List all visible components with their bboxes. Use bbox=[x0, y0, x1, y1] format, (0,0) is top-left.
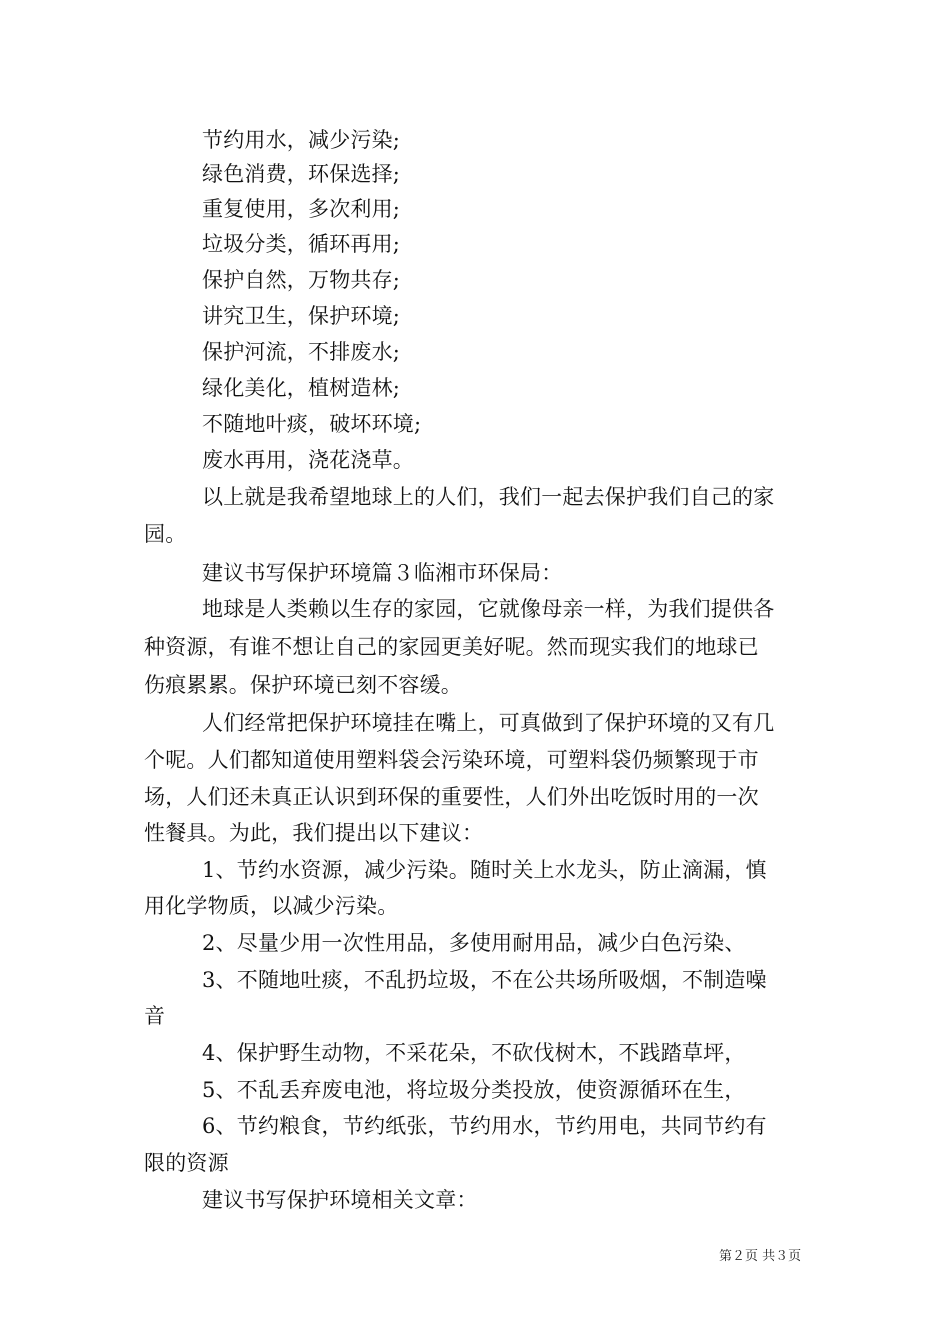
text-line: 垃圾分类，循环再用; bbox=[202, 232, 401, 256]
paragraph-line: 性餐具。为此，我们提出以下建议： bbox=[144, 821, 484, 845]
paragraph-line: 场，人们还未真正认识到环保的重要性，人们外出吃饭时用的一次 bbox=[144, 785, 759, 809]
paragraph-line: 种资源，有谁不想让自己的家园更美好呢。然而现实我们的地球已 bbox=[144, 635, 759, 659]
text-line: 保护自然，万物共存; bbox=[202, 268, 401, 292]
page-number-footer: 第２页 共３页 bbox=[719, 1249, 802, 1264]
text-line: 讲究卫生，保护环境; bbox=[202, 304, 401, 328]
section-heading: 建议书写保护环境相关文章： bbox=[202, 1188, 478, 1212]
text-line: 节约用水，减少污染; bbox=[202, 128, 401, 152]
list-item: 2、尽量少用一次性用品，多使用耐用品，减少白色污染、 bbox=[202, 931, 746, 955]
text-line: 绿色消费，环保选择; bbox=[202, 162, 401, 186]
text-line: 绿化美化，植树造林; bbox=[202, 376, 401, 400]
paragraph-line: 以上就是我希望地球上的人们，我们一起去保护我们自己的家 bbox=[202, 485, 775, 509]
list-item: 5、不乱丢弃废电池，将垃圾分类投放，使资源循环在生， bbox=[202, 1078, 746, 1102]
list-item: 限的资源 bbox=[144, 1151, 229, 1175]
list-item: 音 bbox=[144, 1004, 166, 1028]
text-line: 保护河流，不排废水; bbox=[202, 340, 401, 364]
paragraph-line: 伤痕累累。保护环境已刻不容缓。 bbox=[144, 673, 462, 697]
list-item: 4、保护野生动物，不采花朵，不砍伐树木，不践踏草坪， bbox=[202, 1041, 746, 1065]
paragraph-line: 园。 bbox=[144, 522, 187, 546]
text-line: 不随地叶痰，破坏环境; bbox=[202, 412, 422, 436]
text-line: 废水再用，浇花浇草。 bbox=[202, 448, 414, 472]
text-line: 重复使用，多次利用; bbox=[202, 197, 401, 221]
paragraph-line: 人们经常把保护环境挂在嘴上，可真做到了保护环境的又有几 bbox=[202, 711, 775, 735]
paragraph-line: 个呢。人们都知道使用塑料袋会污染环境，可塑料袋仍频繁现于市 bbox=[144, 748, 759, 772]
section-heading: 建议书写保护环境篇３临湘市环保局： bbox=[202, 561, 563, 585]
list-item: 1、节约水资源，减少污染。随时关上水龙头，防止滴漏，慎 bbox=[202, 858, 767, 882]
list-item: 用化学物质，以减少污染。 bbox=[144, 894, 399, 918]
list-item: 6、节约粮食，节约纸张，节约用水，节约用电，共同节约有 bbox=[202, 1114, 767, 1138]
list-item: 3、不随地吐痰，不乱扔垃圾，不在公共场所吸烟，不制造噪 bbox=[202, 968, 767, 992]
paragraph-line: 地球是人类赖以生存的家园，它就像母亲一样，为我们提供各 bbox=[202, 597, 775, 621]
